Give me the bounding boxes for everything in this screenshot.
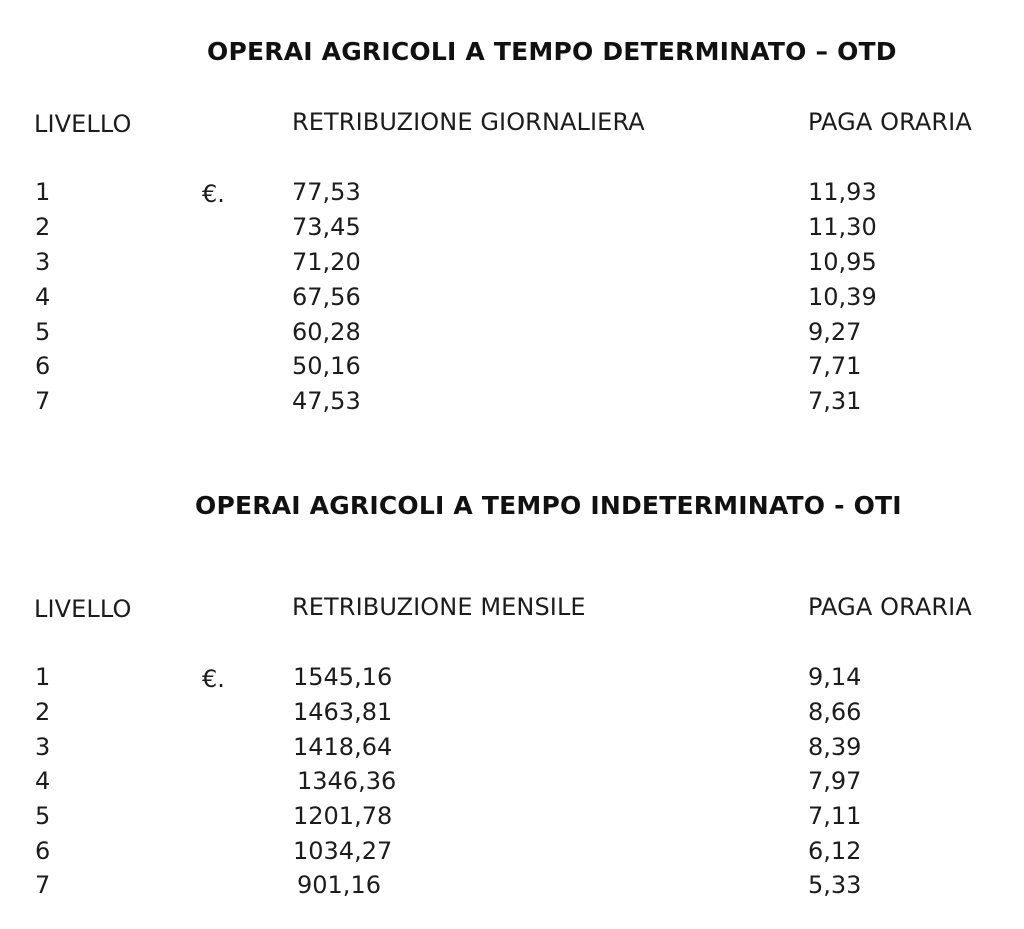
livello-cell: 6: [35, 837, 51, 865]
table-row: [0, 248, 1024, 283]
table-row: [0, 767, 1024, 802]
paga-cell: 8,39: [808, 733, 862, 761]
paga-cell: 7,97: [808, 767, 862, 795]
paga-cell: 7,11: [808, 802, 862, 830]
retribuzione-cell: 67,56: [292, 283, 361, 311]
otd-header-retribuzione: RETRIBUZIONE GIORNALIERA: [292, 108, 645, 136]
table-row: [0, 283, 1024, 318]
retribuzione-cell: 73,45: [292, 213, 361, 241]
paga-cell: 10,39: [808, 283, 877, 311]
table-row: [0, 352, 1024, 387]
oti-title: OPERAI AGRICOLI A TEMPO INDETERMINATO - OTI: [195, 491, 902, 520]
table-row: [0, 733, 1024, 768]
paga-cell: 9,27: [808, 318, 862, 346]
table-row: [0, 871, 1024, 906]
paga-cell: 10,95: [808, 248, 877, 276]
retribuzione-cell: 1201,78: [293, 802, 393, 830]
livello-cell: 2: [35, 698, 51, 726]
table-row: [0, 698, 1024, 733]
livello-cell: 5: [35, 802, 51, 830]
oti-header-livello: LIVELLO: [34, 595, 132, 623]
paga-cell: 11,93: [808, 178, 877, 206]
retribuzione-cell: 1034,27: [293, 837, 393, 865]
paga-cell: 11,30: [808, 213, 877, 241]
retribuzione-cell: 1346,36: [297, 767, 397, 795]
livello-cell: 5: [35, 318, 51, 346]
paga-cell: 7,71: [808, 352, 862, 380]
paga-cell: 7,31: [808, 387, 862, 415]
table-row: [0, 802, 1024, 837]
otd-header-paga: PAGA ORARIA: [808, 108, 972, 136]
retribuzione-cell: 60,28: [292, 318, 361, 346]
livello-cell: 6: [35, 352, 51, 380]
retribuzione-cell: 1418,64: [293, 733, 393, 761]
retribuzione-cell: 1463,81: [293, 698, 393, 726]
paga-cell: 9,14: [808, 663, 862, 691]
table-row: [0, 318, 1024, 353]
table-row: [0, 837, 1024, 872]
retribuzione-cell: 77,53: [292, 178, 361, 206]
table-row: [0, 663, 1024, 698]
livello-cell: 3: [35, 733, 51, 761]
livello-cell: 1: [35, 178, 51, 206]
retribuzione-cell: 50,16: [292, 352, 361, 380]
paga-cell: 8,66: [808, 698, 862, 726]
otd-header-livello: LIVELLO: [34, 110, 132, 138]
retribuzione-cell: 1545,16: [293, 663, 393, 691]
retribuzione-cell: 47,53: [292, 387, 361, 415]
oti-header-retribuzione: RETRIBUZIONE MENSILE: [292, 593, 586, 621]
paga-cell: 6,12: [808, 837, 862, 865]
livello-cell: 7: [35, 871, 51, 899]
paga-cell: 5,33: [808, 871, 862, 899]
livello-cell: 1: [35, 663, 51, 691]
retribuzione-cell: 71,20: [292, 248, 361, 276]
retribuzione-cell: 901,16: [297, 871, 381, 899]
table-row: [0, 178, 1024, 213]
livello-cell: 3: [35, 248, 51, 276]
table-row: [0, 213, 1024, 248]
livello-cell: 2: [35, 213, 51, 241]
oti-header-paga: PAGA ORARIA: [808, 593, 972, 621]
livello-cell: 4: [35, 283, 51, 311]
otd-currency-symbol: €.: [202, 180, 225, 208]
otd-title: OPERAI AGRICOLI A TEMPO DETERMINATO – OTD: [207, 37, 897, 66]
table-row: [0, 387, 1024, 422]
oti-currency-symbol: €.: [202, 665, 225, 693]
livello-cell: 7: [35, 387, 51, 415]
livello-cell: 4: [35, 767, 51, 795]
